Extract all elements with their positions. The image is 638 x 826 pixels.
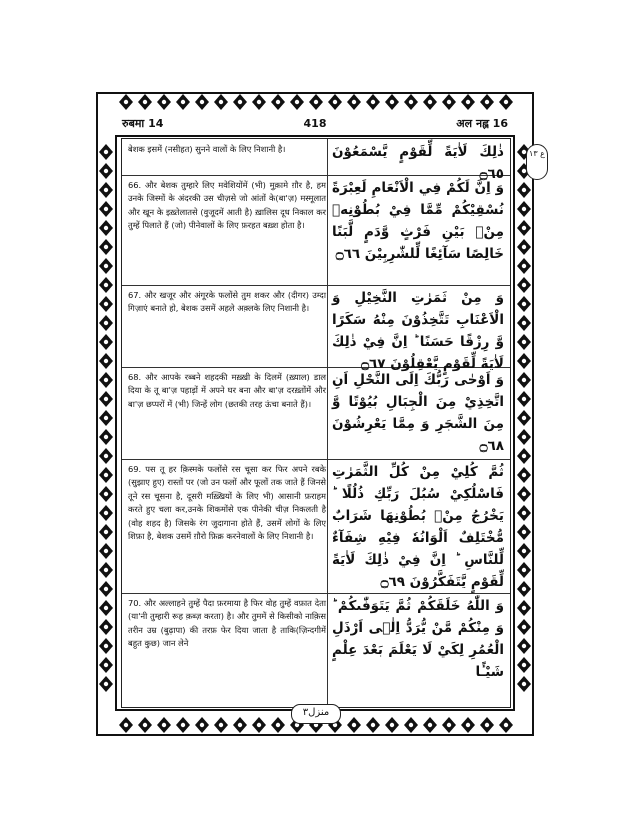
border-ornament-dot	[522, 188, 526, 192]
border-ornament-dot	[522, 530, 526, 534]
border-ornament-dot	[352, 723, 356, 727]
border-ornament-dot	[522, 473, 526, 477]
border-ornament-dot	[181, 100, 185, 104]
verse-row-70	[122, 593, 510, 707]
header-surah-section: रुबमा 14	[122, 117, 164, 130]
border-ornament-dot	[104, 283, 108, 287]
border-ornament-dot	[522, 283, 526, 287]
border-ornament-dot	[522, 226, 526, 230]
border-ornament-dot	[162, 100, 166, 104]
border-ornament-dot	[162, 723, 166, 727]
border-ornament-dot	[104, 245, 108, 249]
manzil-marker: منزل٣	[291, 704, 341, 724]
border-ornament-dot	[504, 723, 508, 727]
border-ornament-dot	[257, 100, 261, 104]
border-ornament-dot	[219, 100, 223, 104]
verse-row-68	[122, 367, 510, 460]
border-ornament-dot	[352, 100, 356, 104]
verse-row-66	[122, 175, 510, 286]
page-frame	[96, 92, 545, 736]
border-ornament-dot	[522, 435, 526, 439]
border-ornament-dot	[104, 340, 108, 344]
border-ornament-dot	[104, 435, 108, 439]
border-ornament-dot	[333, 100, 337, 104]
border-ornament-dot	[104, 511, 108, 515]
border-ornament-dot	[522, 511, 526, 515]
border-ornament-dot	[124, 723, 128, 727]
border-ornament-dot	[522, 264, 526, 268]
border-ornament-dot	[390, 723, 394, 727]
header-surah-name: अल नह्ल 16	[456, 117, 508, 130]
border-ornament-dot	[522, 416, 526, 420]
border-ornament-dot	[104, 625, 108, 629]
border-ornament-dot	[104, 682, 108, 686]
border-ornament-dot	[522, 207, 526, 211]
arabic-verse: وَ اللّٰهُ خَلَقَكُمْ ثُمَّ يَتَوَفّٰىكُمْ ؕ وَ مِنْكُمْ مَّنْ يُّرَدُّ اِلٰۤى اَرْذَلِ الْعُمُرِ لِكَيْ لَا يَعْلَمَ بَعْدَ عِلْمٍ شَيْـًٔا	[332, 598, 504, 680]
arabic-verse: وَ اَوْحٰى رَبُّكَ اِلَى النَّحْلِ اَنِ اتَّخِذِيْ مِنَ الْجِبَالِ بُيُوْتًا وَّ مِنَ الشَّجَرِ وَ مِمَّا يَعْرِشُوْنَ ۝٦٨	[332, 372, 504, 454]
border-ornament-dot	[522, 587, 526, 591]
border-ornament-dot	[522, 245, 526, 249]
border-ornament-dot	[104, 321, 108, 325]
border-ornament-dot	[409, 723, 413, 727]
border-ornament-dot	[522, 682, 526, 686]
border-ornament-dot	[143, 100, 147, 104]
border-ornament-dot	[522, 397, 526, 401]
border-ornament-dot	[104, 587, 108, 591]
border-ornament-dot	[104, 359, 108, 363]
border-ornament-dot	[104, 302, 108, 306]
border-ornament-dot	[104, 473, 108, 477]
border-ornament-dot	[104, 169, 108, 173]
border-ornament-dot	[428, 100, 432, 104]
hindi-translation: 68. और आपके रब्बने शहदकी मख़्खी के दिलमें (ख़्याल) डाल दिया के तू बा'ज़ पहाड़ों में अपने घर बना और बा'ज़ दरख़्तोंमें और बा'ज़ छप्परों में (भी) जिन्हें लोग (छतकी तरह ऊंचा बनाते हैं)।	[128, 372, 326, 409]
border-ornament-dot	[143, 723, 147, 727]
border-ornament-dot	[428, 723, 432, 727]
border-ornament-dot	[522, 663, 526, 667]
hindi-translation: 67. और खजूर और अंगूरके फलोंसे तुम शकर और (दीगर) उम्दा गिज़ाएं बनाते हो, बेशक उसमें अहले अक़्लके लिए निशानी है।	[128, 290, 326, 314]
border-ornament-dot	[104, 150, 108, 154]
arabic-verse: وَ مِنْ ثَمَرٰتِ النَّخِيْلِ وَ الْاَعْنَابِ تَتَّخِذُوْنَ مِنْهُ سَكَرًا وَّ رِزْقًا حَسَنًا ؕ اِنَّ فِيْ ذٰلِكَ لَاٰيَةً لِّقَوْمٍ يَّعْقِلُوْنَ ۝٦٧	[332, 290, 504, 372]
border-ornament-dot	[522, 625, 526, 629]
verse-row-67	[122, 285, 510, 372]
hindi-translation: 69. पस तू हर क़िस्मके फलोंसे रस चूसा कर फिर अपने रबके (सुझाए हुए) रास्तों पर (जो उन फलों और फूलों तक जाते हैं जिनसे तूने रस चूसना है, दूसरी मख़्खियों के लिए भी) आसानी फ़राहम करते हुए चला कर,उनके शिकमोंसे एक पीनेकी चीज़ निकलती है (वोह शहद है) जिसके रंग जुदागाना होते हैं, उसमें लोगों के लिए शिफ़ा है, बेशक उसमें ग़ौरो फ़िक्र करनेवालों के लिए निशानी है।	[128, 464, 326, 542]
border-ornament-dot	[485, 723, 489, 727]
page-number: 418	[303, 117, 327, 130]
border-ornament-dot	[371, 723, 375, 727]
border-ornament-dot	[124, 100, 128, 104]
border-ornament-dot	[295, 100, 299, 104]
border-ornament-dot	[522, 492, 526, 496]
border-ornament-dot	[104, 378, 108, 382]
ruku-marker: ع ١٣	[526, 144, 548, 180]
border-ornament-dot	[522, 568, 526, 572]
border-ornament-dot	[104, 264, 108, 268]
border-ornament-dot	[447, 723, 451, 727]
border-ornament-dot	[522, 549, 526, 553]
border-ornament-dot	[276, 100, 280, 104]
border-ornament-dot	[104, 492, 108, 496]
border-ornament-dot	[485, 100, 489, 104]
border-ornament-dot	[522, 454, 526, 458]
border-ornament-dot	[104, 226, 108, 230]
border-ornament-dot	[238, 723, 242, 727]
border-ornament-dot	[522, 359, 526, 363]
border-ornament-dot	[104, 663, 108, 667]
border-ornament-dot	[104, 416, 108, 420]
verse-row-69	[122, 459, 510, 594]
border-ornament-dot	[447, 100, 451, 104]
arabic-verse: ثُمَّ كُلِيْ مِنْ كُلِّ الثَّمَرٰتِ فَاسْلُكِيْ سُبُلَ رَبِّكِ ذُلُلًا ؕ يَخْرُجُ مِنْۢ بُطُوْنِهَا شَرَابٌ مُّخْتَلِفٌ اَلْوَانُهٗ فِيْهِ شِفَآءٌ لِّلنَّاسِ ؕ اِنَّ فِيْ ذٰلِكَ لَاٰيَةً لِّقَوْمٍ يَّتَفَكَّرُوْنَ ۝٦٩	[332, 464, 504, 590]
border-ornament-dot	[522, 302, 526, 306]
arabic-verse: ذٰلِكَ لَاٰيَةً لِّقَوْمٍ يَّسْمَعُوْنَ ۝٦٥	[332, 144, 504, 182]
border-ornament-dot	[522, 340, 526, 344]
border-ornament-dot	[104, 549, 108, 553]
border-ornament-dot	[522, 321, 526, 325]
border-ornament-dot	[257, 723, 261, 727]
border-ornament-dot	[504, 100, 508, 104]
verse-row-65	[122, 139, 510, 182]
border-ornament-dot	[390, 100, 394, 104]
hindi-translation: 70. और अल्लाहने तुम्हें पैदा फ़रमाया है फिर वोह तुम्हें वफ़ात देता (या'नी तुम्हारी रूह क़ब्ज़ करता) है। और तुममें से किसीको नाक़िस तरीन उम्र (बुढ़ापा) की तरफ़ फेर दिया जाता है ताकि(ज़िन्दगीमें बहुत कुछ) जान लेने	[128, 598, 326, 649]
border-ornament-dot	[104, 454, 108, 458]
border-ornament-dot	[200, 723, 204, 727]
border-ornament-dot	[219, 723, 223, 727]
hindi-translation: बेशक इसमें (नसीहत) सुनने वालों के लिए निशानी है।	[128, 144, 286, 154]
border-ornament-dot	[314, 100, 318, 104]
border-ornament-dot	[276, 723, 280, 727]
border-ornament-dot	[238, 100, 242, 104]
border-ornament-dot	[522, 606, 526, 610]
border-ornament-dot	[522, 378, 526, 382]
hindi-translation: 66. और बेशक तुम्हारे लिए मवेशियोंमें (भी) मुक़ामे ग़ौर है, हम उनके जिस्मों के अंदरकी उस चीज़से जो आंतों के(बा'ज़) मस्मूलात और खून के इख़्तेलातसे (वुजूदमें आती है) ख़ालिस दूध निकाल कर तुम्हें पिलाते हैं (जो) पीनेवालों के लिए फ़रहत बख़्श होता है।	[128, 180, 326, 231]
border-ornament-dot	[104, 530, 108, 534]
border-ornament-dot	[466, 723, 470, 727]
border-ornament-dot	[522, 644, 526, 648]
border-ornament-dot	[200, 100, 204, 104]
border-ornament-dot	[409, 100, 413, 104]
border-ornament-dot	[104, 207, 108, 211]
border-ornament-dot	[181, 723, 185, 727]
border-ornament-dot	[104, 188, 108, 192]
arabic-verse: وَ اِنَّ لَكُمْ فِي الْاَنْعَامِ لَعِبْرَةً نُسْقِيْكُمْ مِّمَّا فِيْ بُطُوْنِهٖ مِنْۢ بَيْنِ فَرْثٍ وَّدَمٍ لَّبَنًا خَالِصًا سَآئِغًا لِّلشّٰرِبِيْنَ ۝٦٦	[332, 180, 504, 262]
border-ornament-dot	[104, 644, 108, 648]
border-ornament-dot	[104, 568, 108, 572]
border-ornament-dot	[371, 100, 375, 104]
border-ornament-dot	[466, 100, 470, 104]
border-ornament-dot	[104, 606, 108, 610]
content-area	[121, 138, 511, 708]
border-ornament-dot	[104, 397, 108, 401]
